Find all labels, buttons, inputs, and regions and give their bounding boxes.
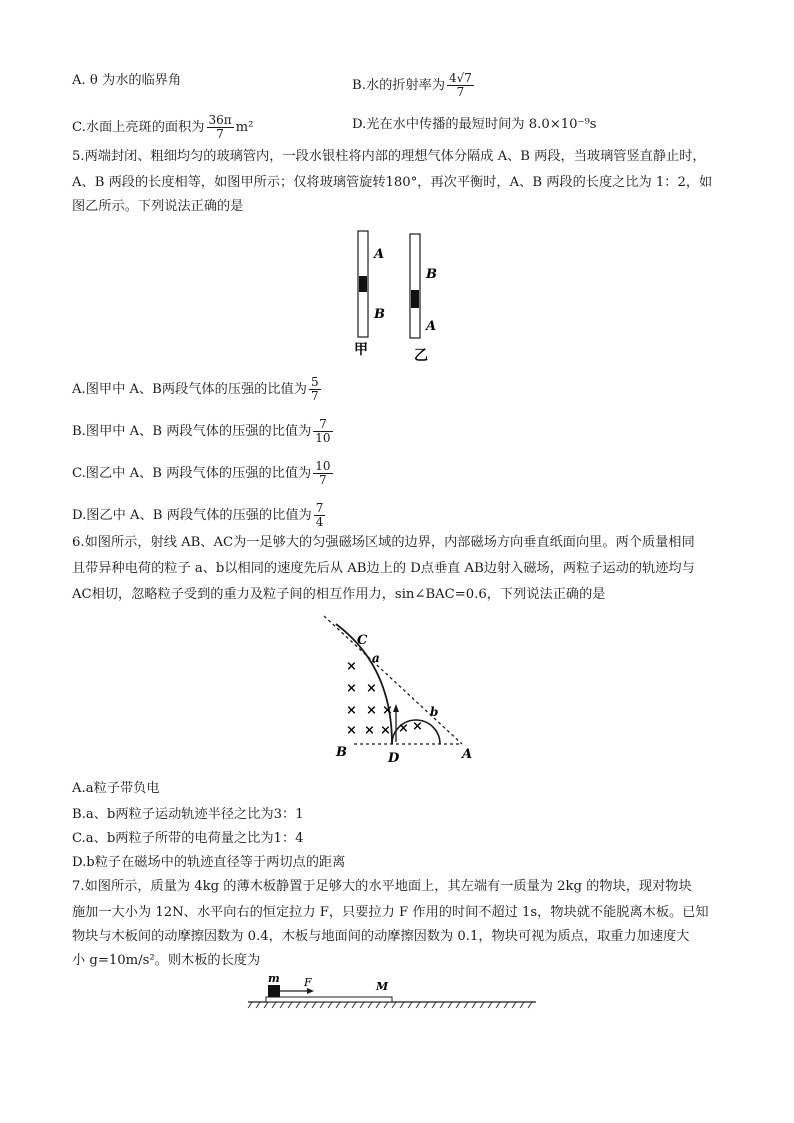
label-b-particle: b [430,705,439,719]
q5-stem-line-3: 图乙所示。下列说法正确的是 [72,199,244,214]
field-cross: × [366,703,377,718]
q4-option-c-unit: m² [235,120,254,135]
q4-option-c-prefix: C.水面上亮斑的面积为 [72,120,205,135]
q5-tubes-figure [340,226,460,366]
q4-option-c [72,114,253,141]
fraction-numerator: 5 [310,375,319,389]
velocity-arrowhead [393,704,399,712]
q4-option-b [352,72,476,99]
fraction-denominator: 7 [216,127,224,141]
block [268,985,280,997]
q5-option-a [72,376,323,403]
field-cross: × [364,723,375,738]
field-cross: × [412,719,423,734]
field-cross: × [346,681,357,696]
tube-2-caption: 乙 [414,348,428,364]
q7-stem-line-3: 物块与木板间的动摩擦因数为 0.4，木板与地面间的动摩擦因数为 0.1，物块可视为质点，取重力加速度大 [72,929,690,944]
q5-stem-line-2: A、B 两段的长度相等，如图甲所示；仅将玻璃管旋转180°，再次平衡时，A、B 两段的长度之比为 1：2，如 [72,175,713,190]
q4-option-b-fraction [447,72,474,99]
field-crosses [346,659,423,738]
fraction-denominator: 7 [310,389,319,403]
q5-option-a-fraction [309,376,321,403]
q7-stem-line-2: 施加一大小为 12N、水平向右的恒定拉力 F，只要拉力 F 作用的时间不超过 1s，物块就不能脱离木板。已知 [72,905,709,920]
q6-stem-line-2: 且带异种电荷的粒子 a、b以相同的速度先后从 AB边上的 D点垂直 AB边射入磁场，两粒子运动的轨迹均与 [72,561,695,576]
fraction-denominator: 7 [456,85,465,99]
fraction-numerator: 7 [315,501,324,515]
field-cross: × [346,703,357,718]
fraction-numerator: 7 [313,418,332,432]
q5-stem-line-1: 5.两端封闭、粗细均匀的玻璃管内，一段水银柱将内部的理想气体分隔成 A、B 两段，当玻璃管竖直静止时， [72,149,706,164]
label-a-point: A [462,747,473,762]
fraction-numerator: 10 [315,459,331,473]
q6-magnetic-field-figure [320,612,490,772]
field-cross: × [346,659,357,674]
q5-option-c-prefix: C.图乙中 A、B 两段气体的压强的比值为 [72,466,312,481]
q5-option-b-fraction [313,418,332,445]
q6-option-b: B.a、b两粒子运动轨迹半径之比为3：1 [72,807,304,822]
q5-option-b-prefix: B.图甲中 A、B 两段气体的压强的比值为 [72,424,312,439]
label-a-particle: a [372,651,380,665]
q5-option-d-fraction [314,502,326,529]
tube-2-mercury [411,290,419,308]
q4-option-c-fraction [207,114,234,141]
q4-option-d: D.光在水中传播的最短时间为 8.0×10⁻⁹s [352,117,597,132]
fraction-denominator: 10 [315,431,331,445]
q7-stem-line-4: 小 g=10m/s²。则木板的长度为 [72,953,261,968]
field-cross: × [380,723,391,738]
q5-option-c-fraction [313,460,332,487]
tube-1-label-top: A [374,247,385,262]
q5-option-d-prefix: D.图乙中 A、B 两段气体的压强的比值为 [72,508,312,523]
q6-option-d: D.b粒子在磁场中的轨迹直径等于两切点的距离 [72,855,346,870]
q7-board-figure [244,972,544,1012]
field-cross: × [382,703,393,718]
tube-2 [410,234,420,338]
tube-1-mercury [359,276,367,292]
fraction-numerator: 4√7 [449,71,472,85]
label-c: C [357,633,368,648]
tube-1-label-bottom: B [374,307,385,322]
q5-option-b [72,418,335,445]
field-cross: × [346,723,357,738]
tube-2-label-top: B [426,267,437,282]
fraction-denominator: 4 [315,515,324,529]
ground-hatch [248,1002,532,1008]
board [266,997,392,1002]
q5-option-d [72,502,327,529]
q5-option-c [72,460,335,487]
q6-stem-line-3: AC相切，忽略粒子受到的重力及粒子间的相互作用力，sin∠BAC=0.6，下列说法正确的是 [72,587,606,602]
q6-option-c: C.a、b两粒子所带的电荷量之比为1：4 [72,831,304,846]
fraction-numerator: 36π [208,113,232,127]
field-cross: × [366,681,377,696]
q5-option-a-prefix: A.图甲中 A、B两段气体的压强的比值为 [72,382,307,397]
label-d: D [388,751,400,766]
label-b-point: B [336,745,347,760]
tube-1-caption: 甲 [354,342,368,358]
q4-option-b-prefix: B.水的折射率为 [352,78,446,93]
field-cross: × [398,721,409,736]
fraction-denominator: 7 [319,473,327,487]
q4-option-a: A. θ 为水的临界角 [72,73,182,88]
boundary-ac [324,616,462,744]
label-f: F [304,976,312,989]
tube-2-label-bottom: A [426,319,437,334]
q7-stem-line-1: 7.如图所示，质量为 4kg 的薄木板静置于足够大的水平地面上，其左端有一质量为 2kg 的物块，现对物块 [72,879,692,894]
q6-stem-line-1: 6.如图所示，射线 AB、AC为一足够大的匀强磁场区域的边界，内部磁场方向垂直纸面向里。两个质量相同 [72,535,695,550]
q6-option-a: A.a粒子带负电 [72,781,160,796]
label-big-m: M [376,980,389,993]
label-m: m [268,972,280,985]
